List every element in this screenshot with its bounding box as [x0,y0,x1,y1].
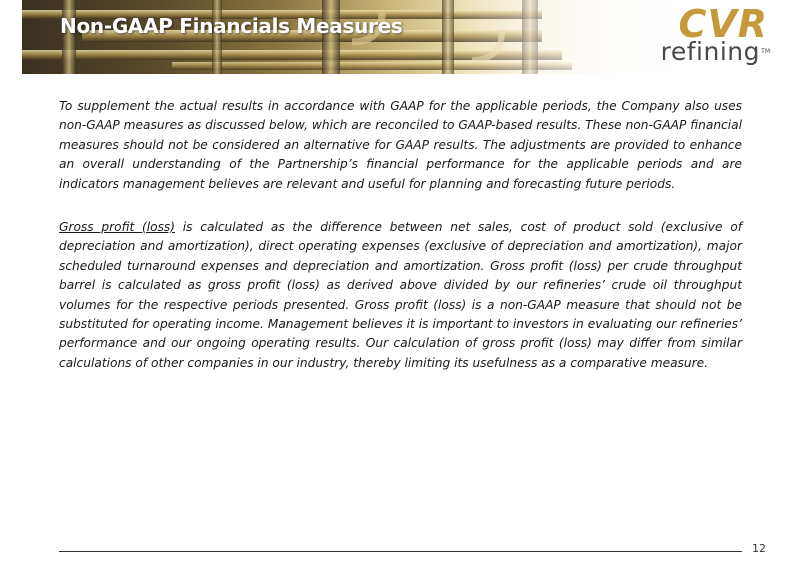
logo-brand: CVR [678,2,768,46]
gross-profit-paragraph [59,218,742,373]
footer-divider [59,551,742,552]
page-number: 12 [752,542,766,555]
logo-trademark: TM [761,48,770,55]
cvr-refining-logo [618,4,778,70]
header-banner [22,0,778,74]
page-title: Non-GAAP Financials Measures [60,14,403,38]
logo-subtitle: refining [660,37,760,66]
intro-paragraph: To supplement the actual results in accordance with GAAP for the applicable periods, the Company also uses non-GAAP measures as discussed below, which are reconciled to GAAP-based results. These non-GAAP financial measures should not be considered an alternative for GAAP results. The adjustments are provided to enhance an overall understanding of the Partnership’s financial performance for the applicable periods and are indicators management believes are relevant and useful for planning and forecasting future periods. [59,99,742,191]
gross-profit-term: Gross profit (loss) [59,220,176,234]
gross-profit-definition: is calculated as the difference between net sales, cost of product sold (exclusive of depreciation and amortization), direct operating expenses (exclusive of depreciation and amortization), major scheduled turnaround expenses and depreciation and amortization. Gross profit (loss) per crude throughput barrel is calculated as gross profit (loss) as derived above divided by our refineries’ crude oil throughput volumes for the respective periods presented. Gross profit (loss) is a non-GAAP measure that should not be substituted for operating income. Management believes it is important to investors in evaluating our refineries’ performance and our ongoing operating results. Our calculation of gross profit (loss) may differ from similar calculations of other companies in our industry, thereby limiting its usefulness as a comparative measure. [59,220,742,370]
